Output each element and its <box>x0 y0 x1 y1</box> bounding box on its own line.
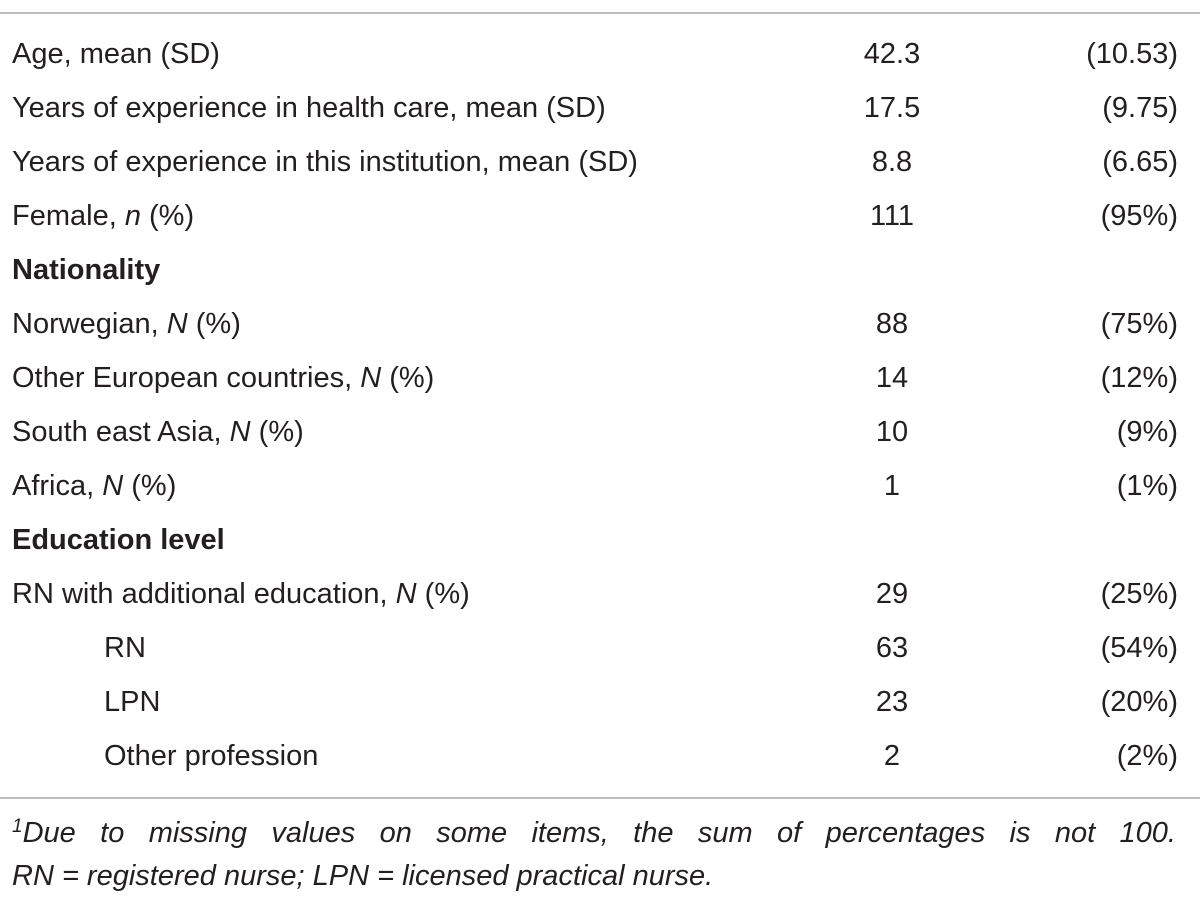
row-label: South east Asia, N (%) <box>12 416 304 448</box>
section-heading-label: Nationality <box>12 254 161 286</box>
table-row <box>0 81 1200 135</box>
row-value: 63 <box>875 632 909 664</box>
table-row <box>0 297 1200 351</box>
table-footnote <box>12 812 1176 898</box>
table-row <box>0 675 1200 729</box>
row-extra: (1%) <box>1116 470 1178 502</box>
footnote-line-1: $^1$Due to missing values on some items, the sum of percentages is not 100. <box>12 816 1176 849</box>
table-bottom-rule <box>0 797 1200 799</box>
row-label: RN with additional education, N (%) <box>12 578 470 610</box>
table-row <box>0 351 1200 405</box>
section-heading-label: Education level <box>12 524 225 556</box>
footnote-line-2: RN = registered nurse; LPN = licensed practical nurse. <box>12 860 714 892</box>
row-value: 29 <box>875 578 909 610</box>
row-label: Female, n (%) <box>12 200 195 232</box>
row-extra: (6.65) <box>1102 146 1178 178</box>
table-row <box>0 459 1200 513</box>
table-top-rule <box>0 12 1200 14</box>
row-label: Africa, N (%) <box>12 470 177 502</box>
table-row <box>0 27 1200 81</box>
row-value: 1 <box>883 470 901 502</box>
row-value: 88 <box>875 308 909 340</box>
section-heading <box>0 243 1200 297</box>
table-row <box>0 135 1200 189</box>
row-value: 8.8 <box>871 146 913 178</box>
section-heading <box>0 513 1200 567</box>
row-extra: (12%) <box>1100 362 1178 394</box>
row-value: 23 <box>875 686 909 718</box>
row-value: 17.5 <box>863 92 921 124</box>
row-extra: (2%) <box>1116 740 1178 772</box>
table-row <box>0 189 1200 243</box>
table-row <box>0 405 1200 459</box>
row-extra: (54%) <box>1100 632 1178 664</box>
row-value: 111 <box>869 200 915 232</box>
row-value: 10 <box>875 416 909 448</box>
table-row <box>0 621 1200 675</box>
row-extra: (95%) <box>1100 200 1178 232</box>
row-label: Years of experience in health care, mean (SD) <box>12 92 606 124</box>
row-label: LPN <box>104 686 161 718</box>
row-extra: (25%) <box>1100 578 1178 610</box>
footnote-marker: 1 <box>12 816 23 837</box>
row-extra: (9%) <box>1116 416 1178 448</box>
row-label: Years of experience in this institution, mean (SD) <box>12 146 638 178</box>
row-value: 2 <box>883 740 901 772</box>
row-label: RN <box>104 632 146 664</box>
table-row <box>0 567 1200 621</box>
row-label: Age, mean (SD) <box>12 38 220 70</box>
row-extra: (75%) <box>1100 308 1178 340</box>
row-label: Norwegian, N (%) <box>12 308 241 340</box>
table-row <box>0 729 1200 783</box>
row-value: 42.3 <box>863 38 921 70</box>
row-extra: (10.53) <box>1086 38 1178 70</box>
row-extra: (9.75) <box>1102 92 1178 124</box>
row-label: Other profession <box>104 740 319 772</box>
row-extra: (20%) <box>1100 686 1178 718</box>
row-label: Other European countries, N (%) <box>12 362 435 394</box>
row-value: 14 <box>875 362 909 394</box>
